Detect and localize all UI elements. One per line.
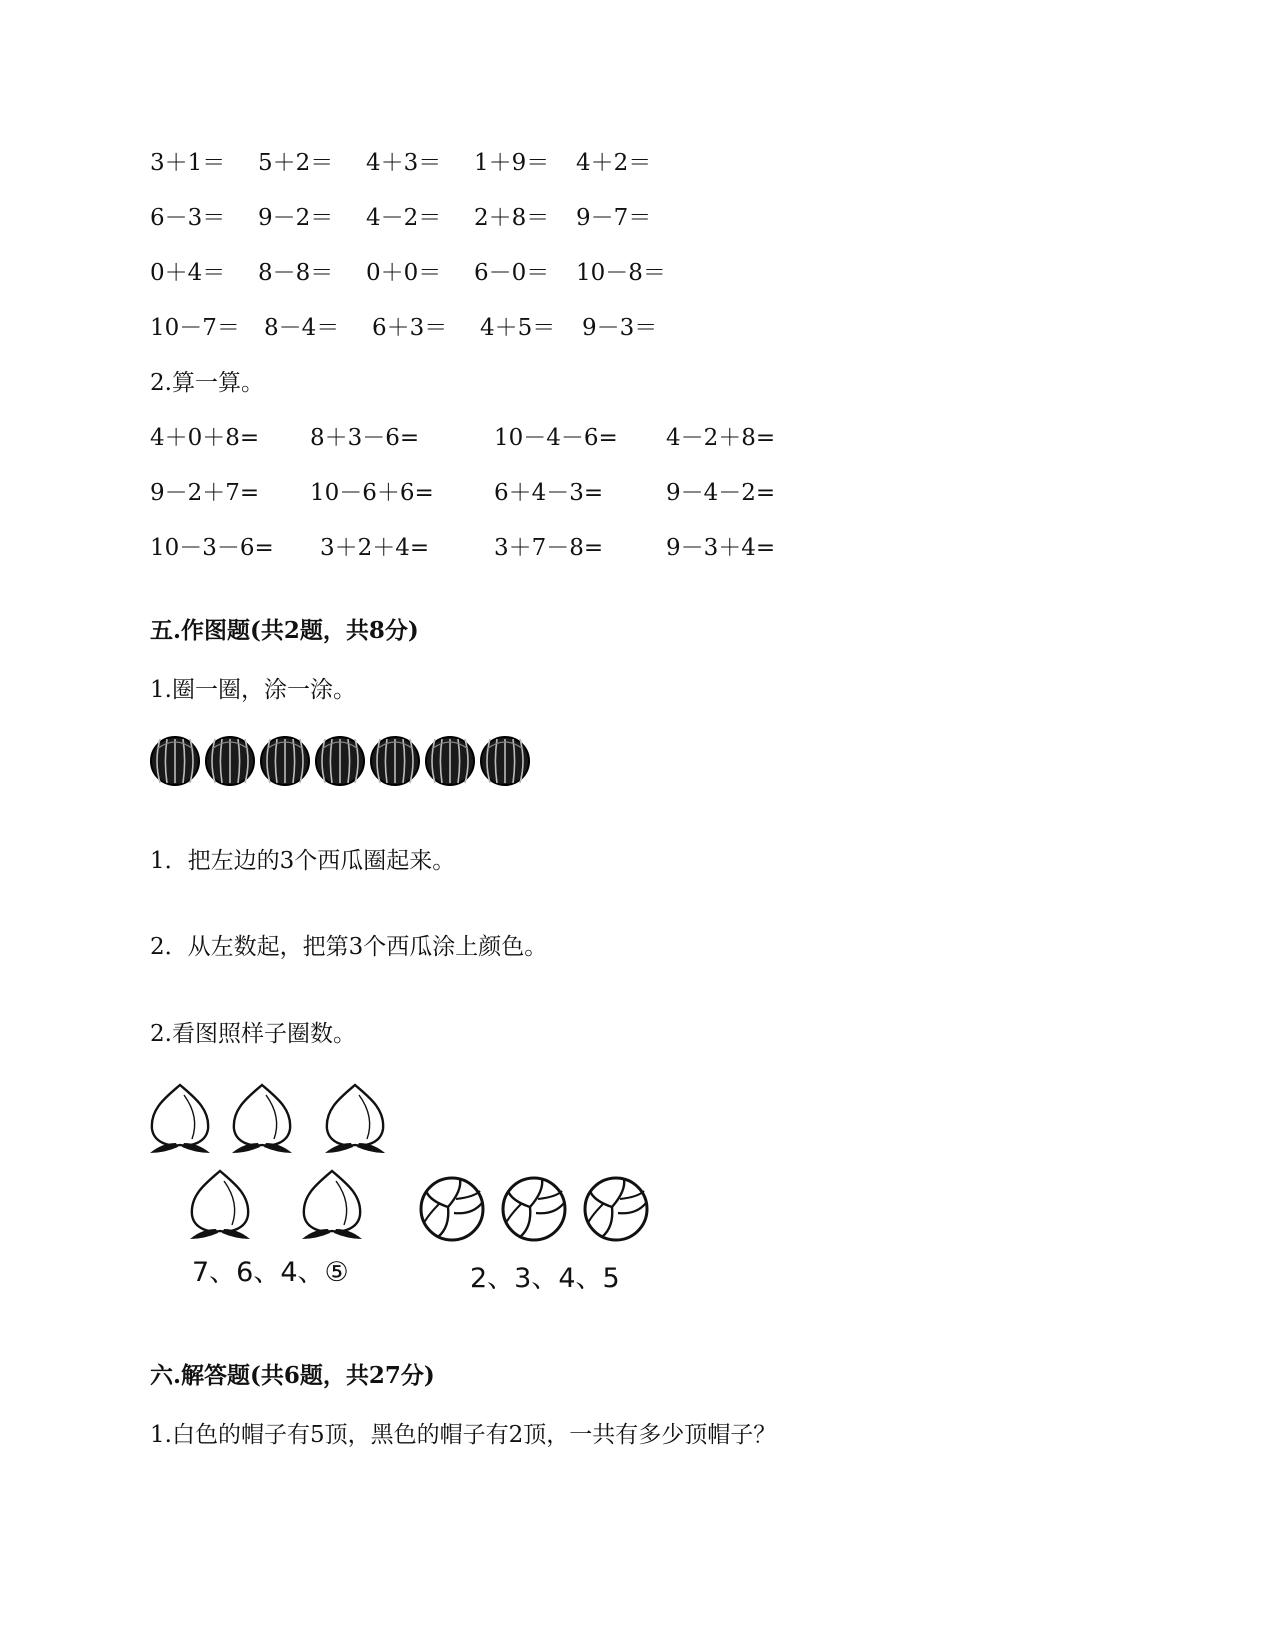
arith-item: 3＋1＝ [150, 150, 226, 176]
arith-item: 6＋3＝ [372, 315, 448, 341]
arith-item: 9－2＝ [258, 205, 334, 231]
calc-item: 10－6＋6= [310, 480, 434, 506]
watermelon-icon [206, 737, 254, 785]
calc-item: 4－2＋8= [666, 425, 776, 451]
arith-item: 4＋3＝ [366, 150, 442, 176]
arith-item: 8－4＝ [264, 315, 340, 341]
arith-item: 5＋2＝ [258, 150, 334, 176]
calc-item: 10－4－6= [494, 425, 618, 451]
volleyball-icon [503, 1178, 565, 1240]
arith-item: 10－8＝ [576, 260, 666, 286]
peach-icon [302, 1171, 362, 1239]
volleyball-icon [585, 1178, 647, 1240]
calc-item: 9－2＋7= [150, 480, 260, 506]
arith-item: 6－0＝ [474, 260, 550, 286]
question-text: 1.白色的帽子有5顶，黑色的帽子有2顶，一共有多少顶帽子？ [150, 1422, 777, 1448]
volleyball-icon [421, 1178, 483, 1240]
arith-item: 0＋0＝ [366, 260, 442, 286]
calc-item: 9－3＋4= [666, 535, 776, 561]
sub-question: 2．从左数起，把第3个西瓜涂上颜色。 [150, 934, 548, 960]
arith-item: 10－7＝ [150, 315, 240, 341]
section-heading: 五.作图题(共2题，共8分) [150, 617, 419, 644]
watermelon-icon [481, 737, 529, 785]
watermelon-icon [426, 737, 474, 785]
peach-icon [150, 1085, 210, 1153]
section-heading: 六.解答题(共6题，共27分) [150, 1362, 435, 1389]
peach-icon [232, 1085, 292, 1153]
arith-item: 2＋8＝ [474, 205, 550, 231]
arith-item: 8－8＝ [258, 260, 334, 286]
arith-item: 0＋4＝ [150, 260, 226, 286]
calc-item: 10－3－6= [150, 535, 274, 561]
arith-item: 4＋2＝ [576, 150, 652, 176]
watermelon-icon [151, 737, 199, 785]
arith-item: 6－3＝ [150, 205, 226, 231]
watermelon-icon [261, 737, 309, 785]
watermelon-icon [316, 737, 364, 785]
arith-item: 9－7＝ [576, 205, 652, 231]
calc-item: 9－4－2= [666, 480, 776, 506]
calc-item: 4＋0＋8= [150, 425, 260, 451]
watermelon-row [150, 735, 540, 787]
sub-question: 1．把左边的3个西瓜圈起来。 [150, 848, 456, 874]
question-title: 1.圈一圈，涂一涂。 [150, 677, 356, 703]
ball-number-options: 2、3、4、5 [470, 1263, 620, 1294]
peach-icon [190, 1171, 250, 1239]
peach-icon [325, 1085, 385, 1153]
calc-item: 3＋2＋4= [320, 535, 430, 561]
arith-item: 9－3＝ [582, 315, 658, 341]
peach-group [150, 1085, 410, 1245]
arith-item: 4＋5＝ [480, 315, 556, 341]
volleyball-group [420, 1175, 670, 1245]
peach-number-options: 7、6、4、⑤ [192, 1257, 349, 1288]
calc-item: 6＋4－3= [494, 480, 604, 506]
arith-item: 4－2＝ [366, 205, 442, 231]
question-title: 2.看图照样子圈数。 [150, 1021, 356, 1047]
watermelon-icon [371, 737, 419, 785]
calc-item: 3＋7－8= [494, 535, 604, 561]
arith-item: 1＋9＝ [474, 150, 550, 176]
calc-item: 8＋3－6= [310, 425, 420, 451]
question-title: 2.算一算。 [150, 370, 264, 396]
